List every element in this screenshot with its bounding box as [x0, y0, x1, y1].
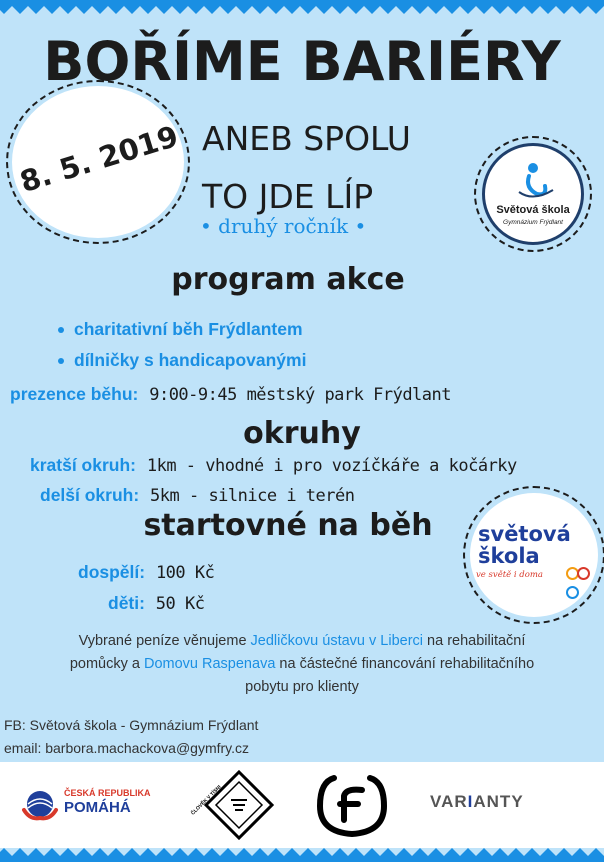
page-title: BOŘÍME BARIÉRY [43, 30, 561, 93]
registration-value: 9:00-9:45 městský park Frýdlant [149, 385, 451, 405]
school-logo-sub: Gymnázium Frýdlant [503, 219, 563, 226]
colored-rings-icon [566, 565, 598, 603]
globe-hands-icon [20, 784, 60, 824]
description [0, 630, 604, 699]
program-item: dílničky s handicapovanými [56, 345, 306, 376]
runner-icon [485, 146, 581, 206]
domov-raspenava-link[interactable]: Domovu Raspenava [144, 656, 276, 672]
adults-fee-label: dospělí: [78, 562, 146, 582]
svetova-skola-logo-tagline: ve světě i doma [476, 570, 543, 580]
subtitle-line-2: TO JDE LÍP [202, 177, 374, 216]
cr-pomaha-line-1: ČESKÁ REPUBLIKA [64, 788, 151, 798]
description-text: Vybrané peníze věnujeme [78, 633, 251, 649]
contact-info [4, 714, 258, 760]
facebook-contact: FB: Světová škola - Gymnázium Frýdlant [4, 717, 259, 733]
description-text: na rehabilitační [423, 633, 526, 649]
short-route-label: kratší okruh: [30, 455, 136, 475]
varianty-logo [430, 792, 524, 812]
svetova-skola-logo-line-2: škola [478, 544, 540, 568]
ceska-republika-pomaha-logo [20, 784, 150, 824]
adults-fee-value: 100 Kč [155, 563, 215, 583]
short-route-value: 1km - vhodné i pro vozíčkáře a kočárky [146, 456, 517, 476]
edition-label: • druhý ročník • [200, 214, 367, 238]
long-route-row [40, 485, 354, 506]
clovek-v-tisni-text: ČLOVĚK V TÍSNI [190, 784, 223, 817]
program-item: charitativní běh Frýdlantem [56, 314, 306, 345]
cr-pomaha-line-2: POMÁHÁ [64, 799, 131, 816]
email-contact[interactable]: email: barbora.machackova@gymfry.cz [4, 740, 250, 756]
adults-fee-row [78, 562, 214, 583]
f-logo-icon [314, 770, 390, 840]
description-text: pobytu pro klienty [245, 679, 359, 695]
long-route-label: delší okruh: [40, 485, 140, 505]
registration-label: prezence běhu: [10, 384, 139, 404]
description-text: pomůcky a [69, 656, 144, 672]
registration-row [10, 384, 451, 405]
kids-fee-label: děti: [108, 593, 145, 613]
routes-heading: okruhy [243, 416, 361, 451]
varianty-right: ANTY [473, 792, 524, 811]
short-route-row [30, 455, 517, 476]
kids-fee-value: 50 Kč [155, 594, 205, 614]
subtitle [202, 110, 411, 226]
varianty-mid: I [467, 792, 474, 811]
fee-heading: startovné na běh [143, 508, 433, 543]
jedlickuv-ustav-link[interactable]: Jedličkovu ústavu v Liberci [250, 633, 424, 649]
svetova-skola-logo-line-1: světová [478, 522, 571, 546]
school-logo [482, 143, 584, 245]
event-date: 8. 5. 2019 [15, 118, 183, 200]
svetova-skola-logo [470, 493, 598, 617]
f-circle-logo [314, 770, 390, 840]
kids-fee-row [108, 593, 204, 614]
subtitle-line-1: ANEB SPOLU [202, 119, 411, 158]
program-heading: program akce [171, 262, 405, 297]
clovek-v-tisni-logo [190, 770, 274, 840]
long-route-value: 5km - silnice i terén [150, 486, 355, 506]
school-logo-name: Světová škola [496, 204, 570, 216]
top-zigzag-border [0, 0, 604, 14]
program-list [56, 314, 306, 376]
bottom-zigzag-border [0, 848, 604, 862]
varianty-left: VAR [430, 792, 468, 811]
partners-strip [0, 762, 604, 848]
description-text: na částečné financování rehabilitačního [275, 656, 535, 672]
